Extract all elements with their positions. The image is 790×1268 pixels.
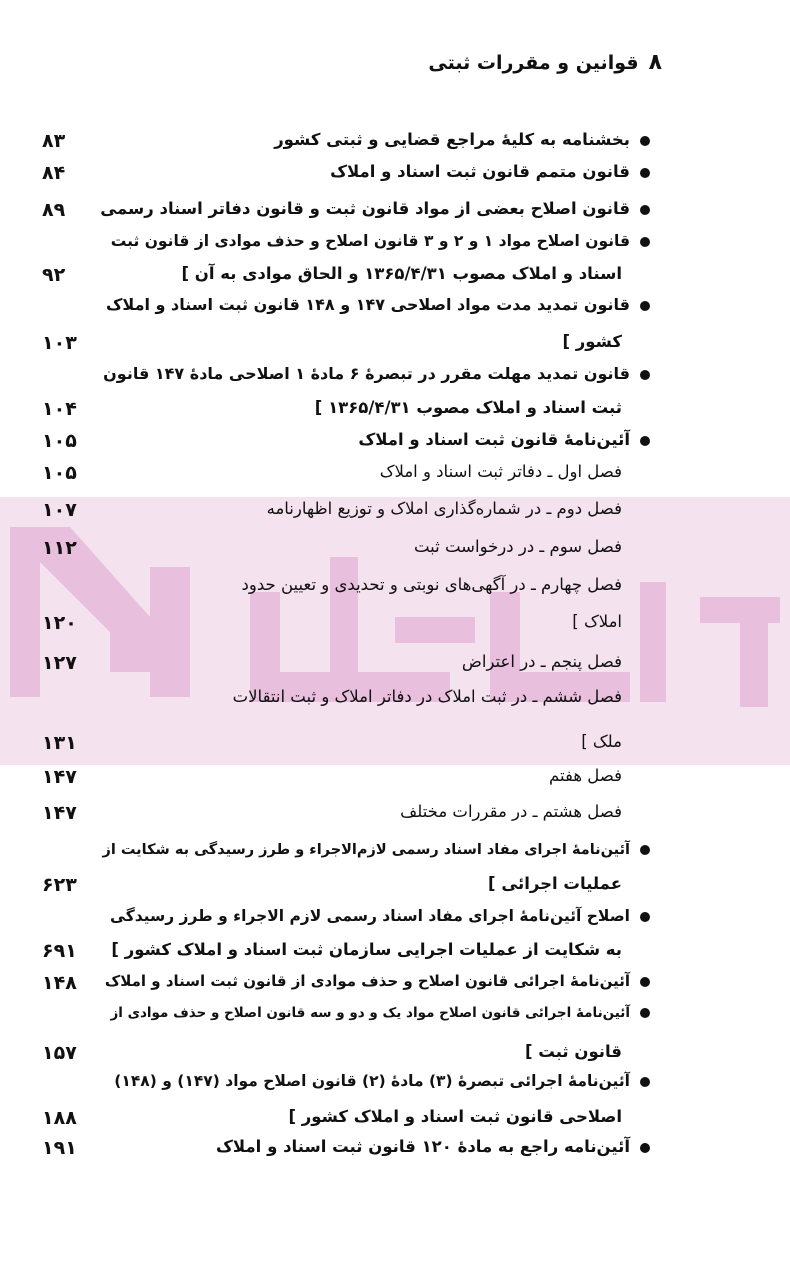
bullet-icon [640,912,650,922]
bullet-icon [640,370,650,380]
toc-entry-label: اصلاح آئین‌نامهٔ اجرای مفاد اسناد رسمی لازم الاجراء و طرز رسیدگی [110,907,630,925]
toc-entry-text [182,264,622,283]
toc-entry-text [549,766,622,785]
toc-entry [0,362,790,396]
toc-entry [0,970,790,1004]
toc-entry [0,128,790,162]
toc-entry-text [242,575,622,594]
toc-entry-label: آئین‌نامهٔ اجرای مفاد اسناد رسمی لازم‌الاجراء و طرز رسیدگی به شکایت از [102,842,630,858]
toc-entry [0,685,790,719]
toc-page-number: ۸۳ [42,130,66,152]
toc-entry-label: قانون تمدید مدت مواد اصلاحی ۱۴۷ و ۱۴۸ قانون ثبت اسناد و املاک [106,295,630,314]
toc-entry-text [100,199,650,218]
toc-entry-text [114,1072,650,1090]
toc-entry-label: ثبت اسناد و املاک مصوب ۱۳۶۵/۴/۳۱ ] [314,398,622,417]
toc-entry [0,840,790,874]
toc-page-number: ۱۴۷ [42,766,77,788]
toc-entry [0,396,790,430]
bullet-icon [640,136,650,146]
bullet-icon [640,1008,650,1018]
toc-entry [0,1105,790,1139]
toc-entry-text [216,1137,650,1156]
toc-entry [0,610,790,644]
toc-entry-label: قانون اصلاح بعضی از مواد قانون ثبت و قانون دفاتر اسناد رسمی [100,199,630,218]
toc-entry-text [581,732,622,751]
toc-entry-label: بخشنامه به کلیهٔ مراجع قضایی و ثبتی کشور [274,130,630,149]
toc-page-number: ۱۴۷ [42,802,77,824]
toc-page-number: ۱۲۰ [42,612,77,634]
toc-entry [0,535,790,569]
toc-page-number: ۸۴ [42,162,66,184]
toc-entry [0,650,790,684]
toc-entry-label: فصل پنجم ـ در اعتراض [461,652,622,671]
toc-entry [0,905,790,939]
toc-entry-text [462,652,622,671]
toc-page-number: ۱۰۷ [42,499,77,521]
toc-page-number: ۱۰۵ [42,430,77,452]
toc-entry-label: قانون ثبت ] [524,1042,622,1061]
toc-entry-label: فصل اول ـ دفاتر ثبت اسناد و املاک [379,462,622,481]
bullet-icon [640,1077,650,1087]
toc-page-number: ۱۴۸ [42,972,77,994]
toc-entry-label: فصل سوم ـ در درخواست ثبت [413,537,622,556]
toc-entry-text [111,940,622,959]
toc-entry [0,872,790,906]
toc-entry [0,938,790,972]
toc-entry-label: فصل ششم ـ در ثبت املاک در دفاتر املاک و ثبت انتقالات [232,687,622,706]
toc-page-number: ۱۲۷ [42,652,77,674]
toc-entry-label: آئین‌نامهٔ قانون ثبت اسناد و املاک [358,430,630,449]
toc-page-number: ۱۰۵ [42,462,77,484]
toc-entry-label: فصل دوم ـ در شماره‌گذاری املاک و توزیع اظهارنامه [266,499,622,518]
toc-entry [0,1070,790,1104]
page-number: ۸ [648,50,662,75]
toc-entry [0,764,790,798]
toc-entry-text [380,462,622,481]
toc-entry-text [111,232,650,250]
toc-page-number: ۱۹۱ [42,1137,77,1159]
toc-page-number: ۸۹ [42,199,66,221]
toc-entry [0,160,790,194]
toc-page-number: ۱۳۱ [42,732,77,754]
toc-entry-label: قانون تمدید مهلت مقرر در تبصرهٔ ۶ مادهٔ ۱ اصلاحی مادهٔ ۱۴۷ قانون [103,364,630,383]
toc-page-number: ۹۲ [42,264,66,286]
bullet-icon [640,436,650,446]
toc-entry-text [358,430,650,449]
toc-entry [0,262,790,296]
toc-page-number: ۱۱۲ [42,537,77,559]
toc-entry-text [106,295,650,314]
toc-entry-label: فصل چهارم ـ در آگهی‌های نوبتی و تحدیدی و تعیین حدود [241,575,622,594]
toc-entry-label: آئین‌نامه راجع به مادهٔ ۱۲۰ قانون ثبت اسناد و املاک [216,1137,630,1156]
toc-entry-label: عملیات اجرائی ] [488,874,622,893]
toc-entry-label: املاک ] [572,612,622,631]
toc-entry-label: ملک ] [581,732,622,751]
toc-entry-label: قانون متمم قانون ثبت اسناد و املاک [330,162,630,181]
toc-entry-label: آئین‌نامهٔ اجرائی قانون اصلاح مواد یک و دو و سه قانون اصلاح و حذف موادی از [110,1005,630,1021]
bullet-icon [640,168,650,178]
bullet-icon [640,205,650,215]
toc-entry [0,230,790,264]
toc-entry-text [414,537,622,556]
toc-entry [0,460,790,494]
bullet-icon [640,237,650,247]
toc-page-number: ۱۵۷ [42,1042,77,1064]
toc-entry-text [525,1042,622,1061]
toc-entry-text [488,874,622,893]
toc-page-number: ۱۰۳ [42,332,77,354]
toc-entry-label: اسناد و املاک مصوب ۱۳۶۵/۴/۳۱ و الحاق موادی به آن ] [181,264,622,283]
toc-entry-label: اصلاحی قانون ثبت اسناد و املاک کشور ] [288,1107,622,1126]
toc-entry-text [103,364,650,383]
toc-entry-text [111,1005,650,1021]
bullet-icon [640,301,650,311]
bullet-icon [640,977,650,987]
toc-entry [0,800,790,834]
bullet-icon [640,845,650,855]
toc-entry-label: فصل هفتم [549,766,622,785]
toc-entry [0,428,790,462]
toc-entry-label: به شکایت از عملیات اجرایی سازمان ثبت اسناد و املاک کشور ] [111,940,622,959]
toc-entry [0,293,790,327]
toc-entry-label: فصل هشتم ـ در مقررات مختلف [400,802,622,821]
bullet-icon [640,1143,650,1153]
toc-entry-text [102,842,650,858]
toc-entry-text [233,687,622,706]
toc-page-number: ۶۹۱ [42,940,77,962]
toc-entry [0,330,790,364]
toc-entry [0,1135,790,1169]
book-title: قوانین و مقررات ثبتی [428,52,639,74]
page-header [428,50,662,75]
toc-entry-text [400,802,622,821]
toc-entry-text [330,162,650,181]
toc-entry [0,573,790,607]
toc-entry-text [572,612,622,631]
toc-entry-text [288,1107,622,1126]
toc-entry [0,197,790,231]
toc-entry-text [562,332,622,351]
toc-entry-label: کشور ] [562,332,622,351]
toc-page-number: ۱۰۴ [42,398,77,420]
toc-entry [0,1003,790,1037]
toc-entry-text [274,130,650,149]
toc-entry-label: قانون اصلاح مواد ۱ و ۲ و ۳ قانون اصلاح و حذف موادی از قانون ثبت [110,232,630,250]
toc-entry-text [105,972,650,990]
toc-entry-label: آئین‌نامهٔ اجرائی تبصرهٔ (۳) مادهٔ (۲) قانون اصلاح مواد (۱۴۷) و (۱۴۸) [114,1072,630,1090]
toc-entry-text [110,907,650,925]
toc-entry [0,497,790,531]
toc-page-number: ۱۸۸ [42,1107,77,1129]
toc-entry [0,1040,790,1074]
toc-entry-text [267,499,622,518]
toc-page-number: ۶۲۳ [42,874,77,896]
toc-entry [0,730,790,764]
toc-entry-text [315,398,622,417]
toc-entry-label: آئین‌نامهٔ اجرائی قانون اصلاح و حذف موادی از قانون ثبت اسناد و املاک [104,972,630,990]
